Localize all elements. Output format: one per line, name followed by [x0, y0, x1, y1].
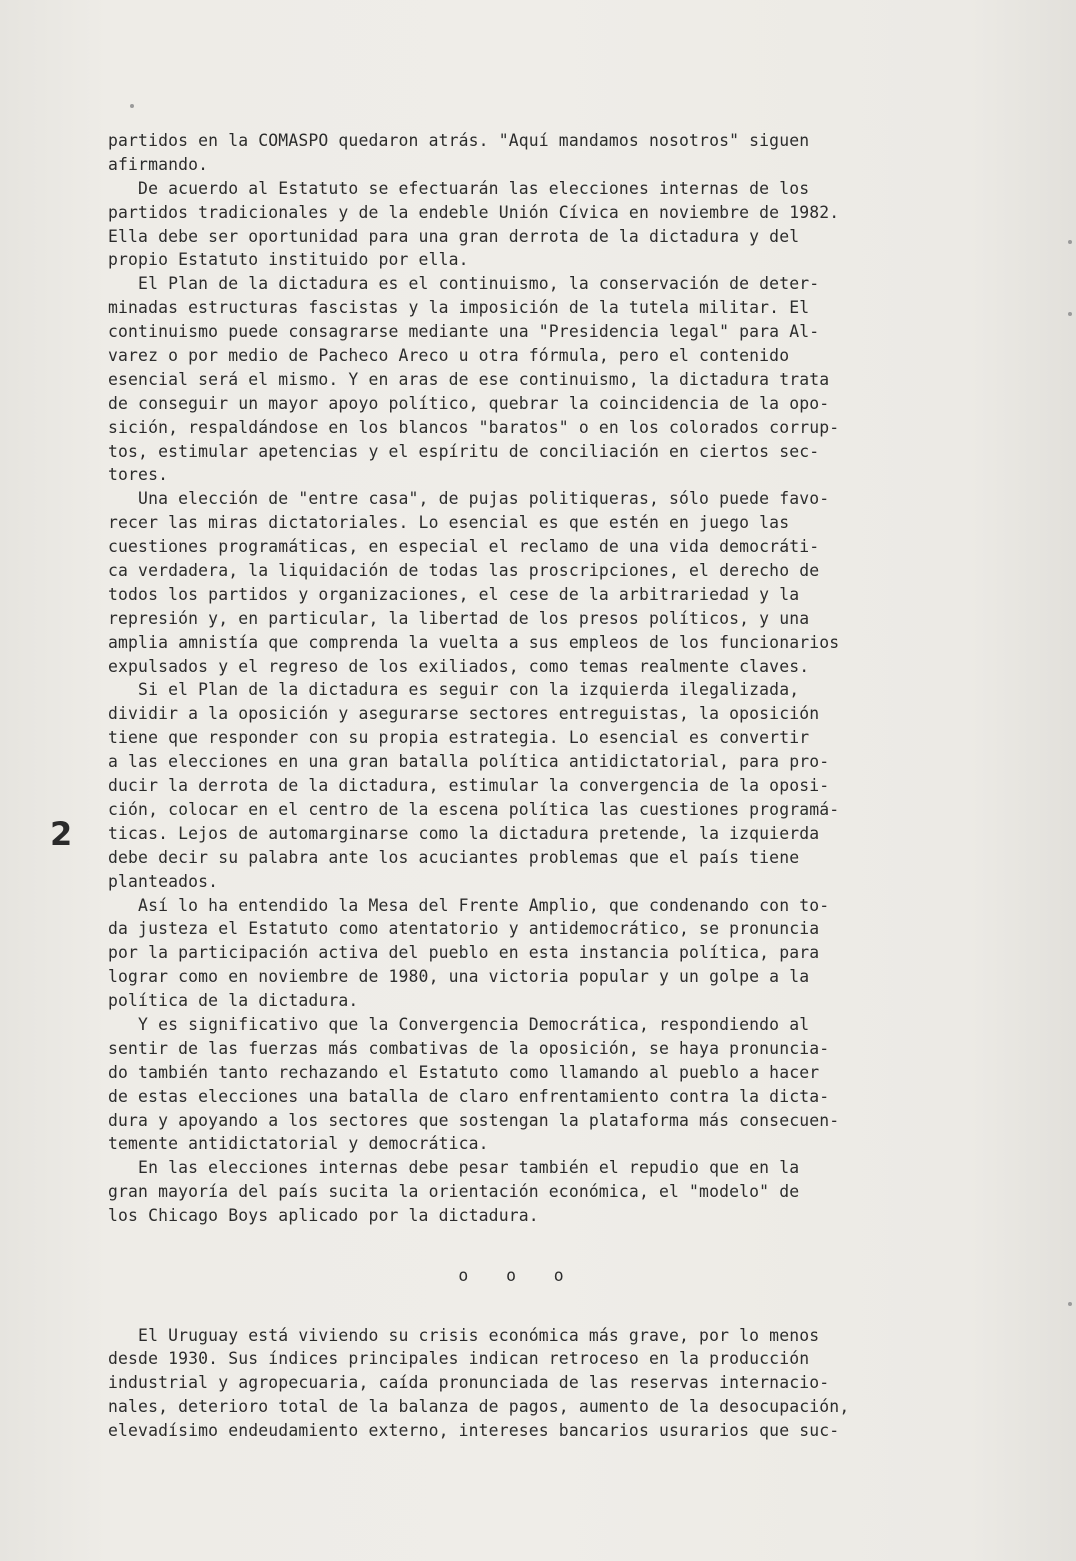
- text-line: do también tanto rechazando el Estatuto como llamando al pueblo a hacer: [108, 1062, 820, 1082]
- text-line: recer las miras dictatoriales. Lo esencial es que estén en juego las: [108, 513, 790, 533]
- text-line: Y es significativo que la Convergencia Democrática, respondiendo al: [108, 1014, 810, 1034]
- text-line: lograr como en noviembre de 1980, una victoria popular y un golpe a la: [108, 967, 810, 987]
- text-line: debe decir su palabra ante los acuciantes problemas que el país tiene: [108, 847, 800, 867]
- text-line: propio Estatuto instituido por ella.: [108, 250, 469, 270]
- text-line: industrial y agropecuaria, caída pronunciada de las reservas internacio-: [108, 1373, 830, 1393]
- text-line: cuestiones programáticas, en especial el reclamo de una vida democráti-: [108, 537, 820, 557]
- text-line: partidos tradicionales y de la endeble Unión Cívica en noviembre de 1982.: [108, 202, 840, 222]
- text-line: continuismo puede consagrarse mediante una "Presidencia legal" para Al-: [108, 322, 820, 342]
- text-line: elevadísimo endeudamiento externo, intereses bancarios usurarios que suc-: [108, 1421, 840, 1441]
- text-line: En las elecciones internas debe pesar también el repudio que en la: [108, 1158, 800, 1178]
- text-line: Si el Plan de la dictadura es seguir con la izquierda ilegalizada,: [108, 680, 800, 700]
- scan-speck: [1068, 312, 1072, 316]
- text-line: El Uruguay está viviendo su crisis económica más grave, por lo menos: [108, 1325, 820, 1345]
- text-line: sentir de las fuerzas más combativas de la oposición, se haya pronuncia-: [108, 1038, 830, 1058]
- text-line: amplia amnistía que comprenda la vuelta a sus empleos de los funcionarios: [108, 632, 840, 652]
- text-line: gran mayoría del país sucita la orientación económica, el "modelo" de: [108, 1182, 800, 1202]
- text-line: por la participación activa del pueblo en esta instancia política, para: [108, 943, 820, 963]
- text-line: tores.: [108, 465, 169, 485]
- text-line: dura y apoyando a los sectores que sostengan la plataforma más consecuen-: [108, 1110, 840, 1130]
- scan-speck: [1068, 1302, 1072, 1306]
- text-line: represión y, en particular, la libertad de los presos políticos, y una: [108, 608, 810, 628]
- text-line: partidos en la COMASPO quedaron atrás. "Aquí mandamos nosotros" siguen: [108, 131, 810, 150]
- text-line: afirmando.: [108, 154, 209, 174]
- text-line: Así lo ha entendido la Mesa del Frente Amplio, que condenando con to-: [108, 895, 830, 915]
- text-section-2: [108, 1324, 998, 1443]
- page-number: 2: [50, 815, 73, 853]
- text-section-1: [108, 129, 998, 1228]
- text-line: sición, respaldándose en los blancos "baratos" o en los colorados corrup-: [108, 417, 840, 437]
- text-line: a las elecciones en una gran batalla política antidictatorial, para pro-: [108, 752, 830, 772]
- text-line: nales, deterioro total de la balanza de pagos, aumento de la desocupación,: [108, 1397, 850, 1417]
- text-line: minadas estructuras fascistas y la imposición de la tutela militar. El: [108, 298, 810, 318]
- text-line: varez o por medio de Pacheco Areco u otra fórmula, pero el contenido: [108, 346, 790, 366]
- text-line: desde 1930. Sus índices principales indican retroceso en la producción: [108, 1349, 810, 1369]
- text-line: De acuerdo al Estatuto se efectuarán las elecciones internas de los: [108, 178, 810, 198]
- text-line: planteados.: [108, 871, 219, 891]
- text-line: Ella debe ser oportunidad para una gran derrota de la dictadura y del: [108, 226, 800, 246]
- paragraph-spacer: [108, 1228, 998, 1252]
- section-separator: o o o: [458, 1265, 578, 1285]
- text-line: esencial será el mismo. Y en aras de ese continuismo, la dictadura trata: [108, 369, 830, 389]
- paragraph-spacer: [108, 1300, 998, 1324]
- body-text: [108, 129, 998, 1443]
- text-line: todos los partidos y organizaciones, el cese de la arbitrariedad y la: [108, 584, 800, 604]
- text-line: Una elección de "entre casa", de pujas politiqueras, sólo puede favo-: [108, 489, 830, 509]
- text-line: ducir la derrota de la dictadura, estimular la convergencia de la oposi-: [108, 776, 830, 796]
- text-line: política de la dictadura.: [108, 991, 359, 1011]
- text-line: temente antidictatorial y democrática.: [108, 1134, 489, 1154]
- text-line: El Plan de la dictadura es el continuismo, la conservación de deter-: [108, 274, 820, 294]
- text-line: ca verdadera, la liquidación de todas las proscripciones, el derecho de: [108, 561, 820, 581]
- text-line: da justeza el Estatuto como atentatorio y antidemocrático, se pronuncia: [108, 919, 820, 939]
- text-line: tos, estimular apetencias y el espíritu de conciliación en ciertos sec-: [108, 441, 820, 461]
- text-line: los Chicago Boys aplicado por la dictadura.: [108, 1206, 539, 1226]
- text-line: de estas elecciones una batalla de claro enfrentamiento contra la dicta-: [108, 1086, 830, 1106]
- text-line: de conseguir un mayor apoyo político, quebrar la coincidencia de la opo-: [108, 393, 830, 413]
- text-line: tiene que responder con su propia estrategia. Lo esencial es convertir: [108, 728, 810, 748]
- text-line: dividir a la oposición y asegurarse sectores entreguistas, la oposición: [108, 704, 820, 724]
- text-line: ción, colocar en el centro de la escena política las cuestiones programá-: [108, 799, 840, 819]
- scan-speck: [130, 104, 134, 108]
- scan-speck: [1068, 240, 1072, 244]
- text-line: ticas. Lejos de automarginarse como la dictadura pretende, la izquierda: [108, 823, 820, 843]
- text-line: expulsados y el regreso de los exiliados, como temas realmente claves.: [108, 656, 810, 676]
